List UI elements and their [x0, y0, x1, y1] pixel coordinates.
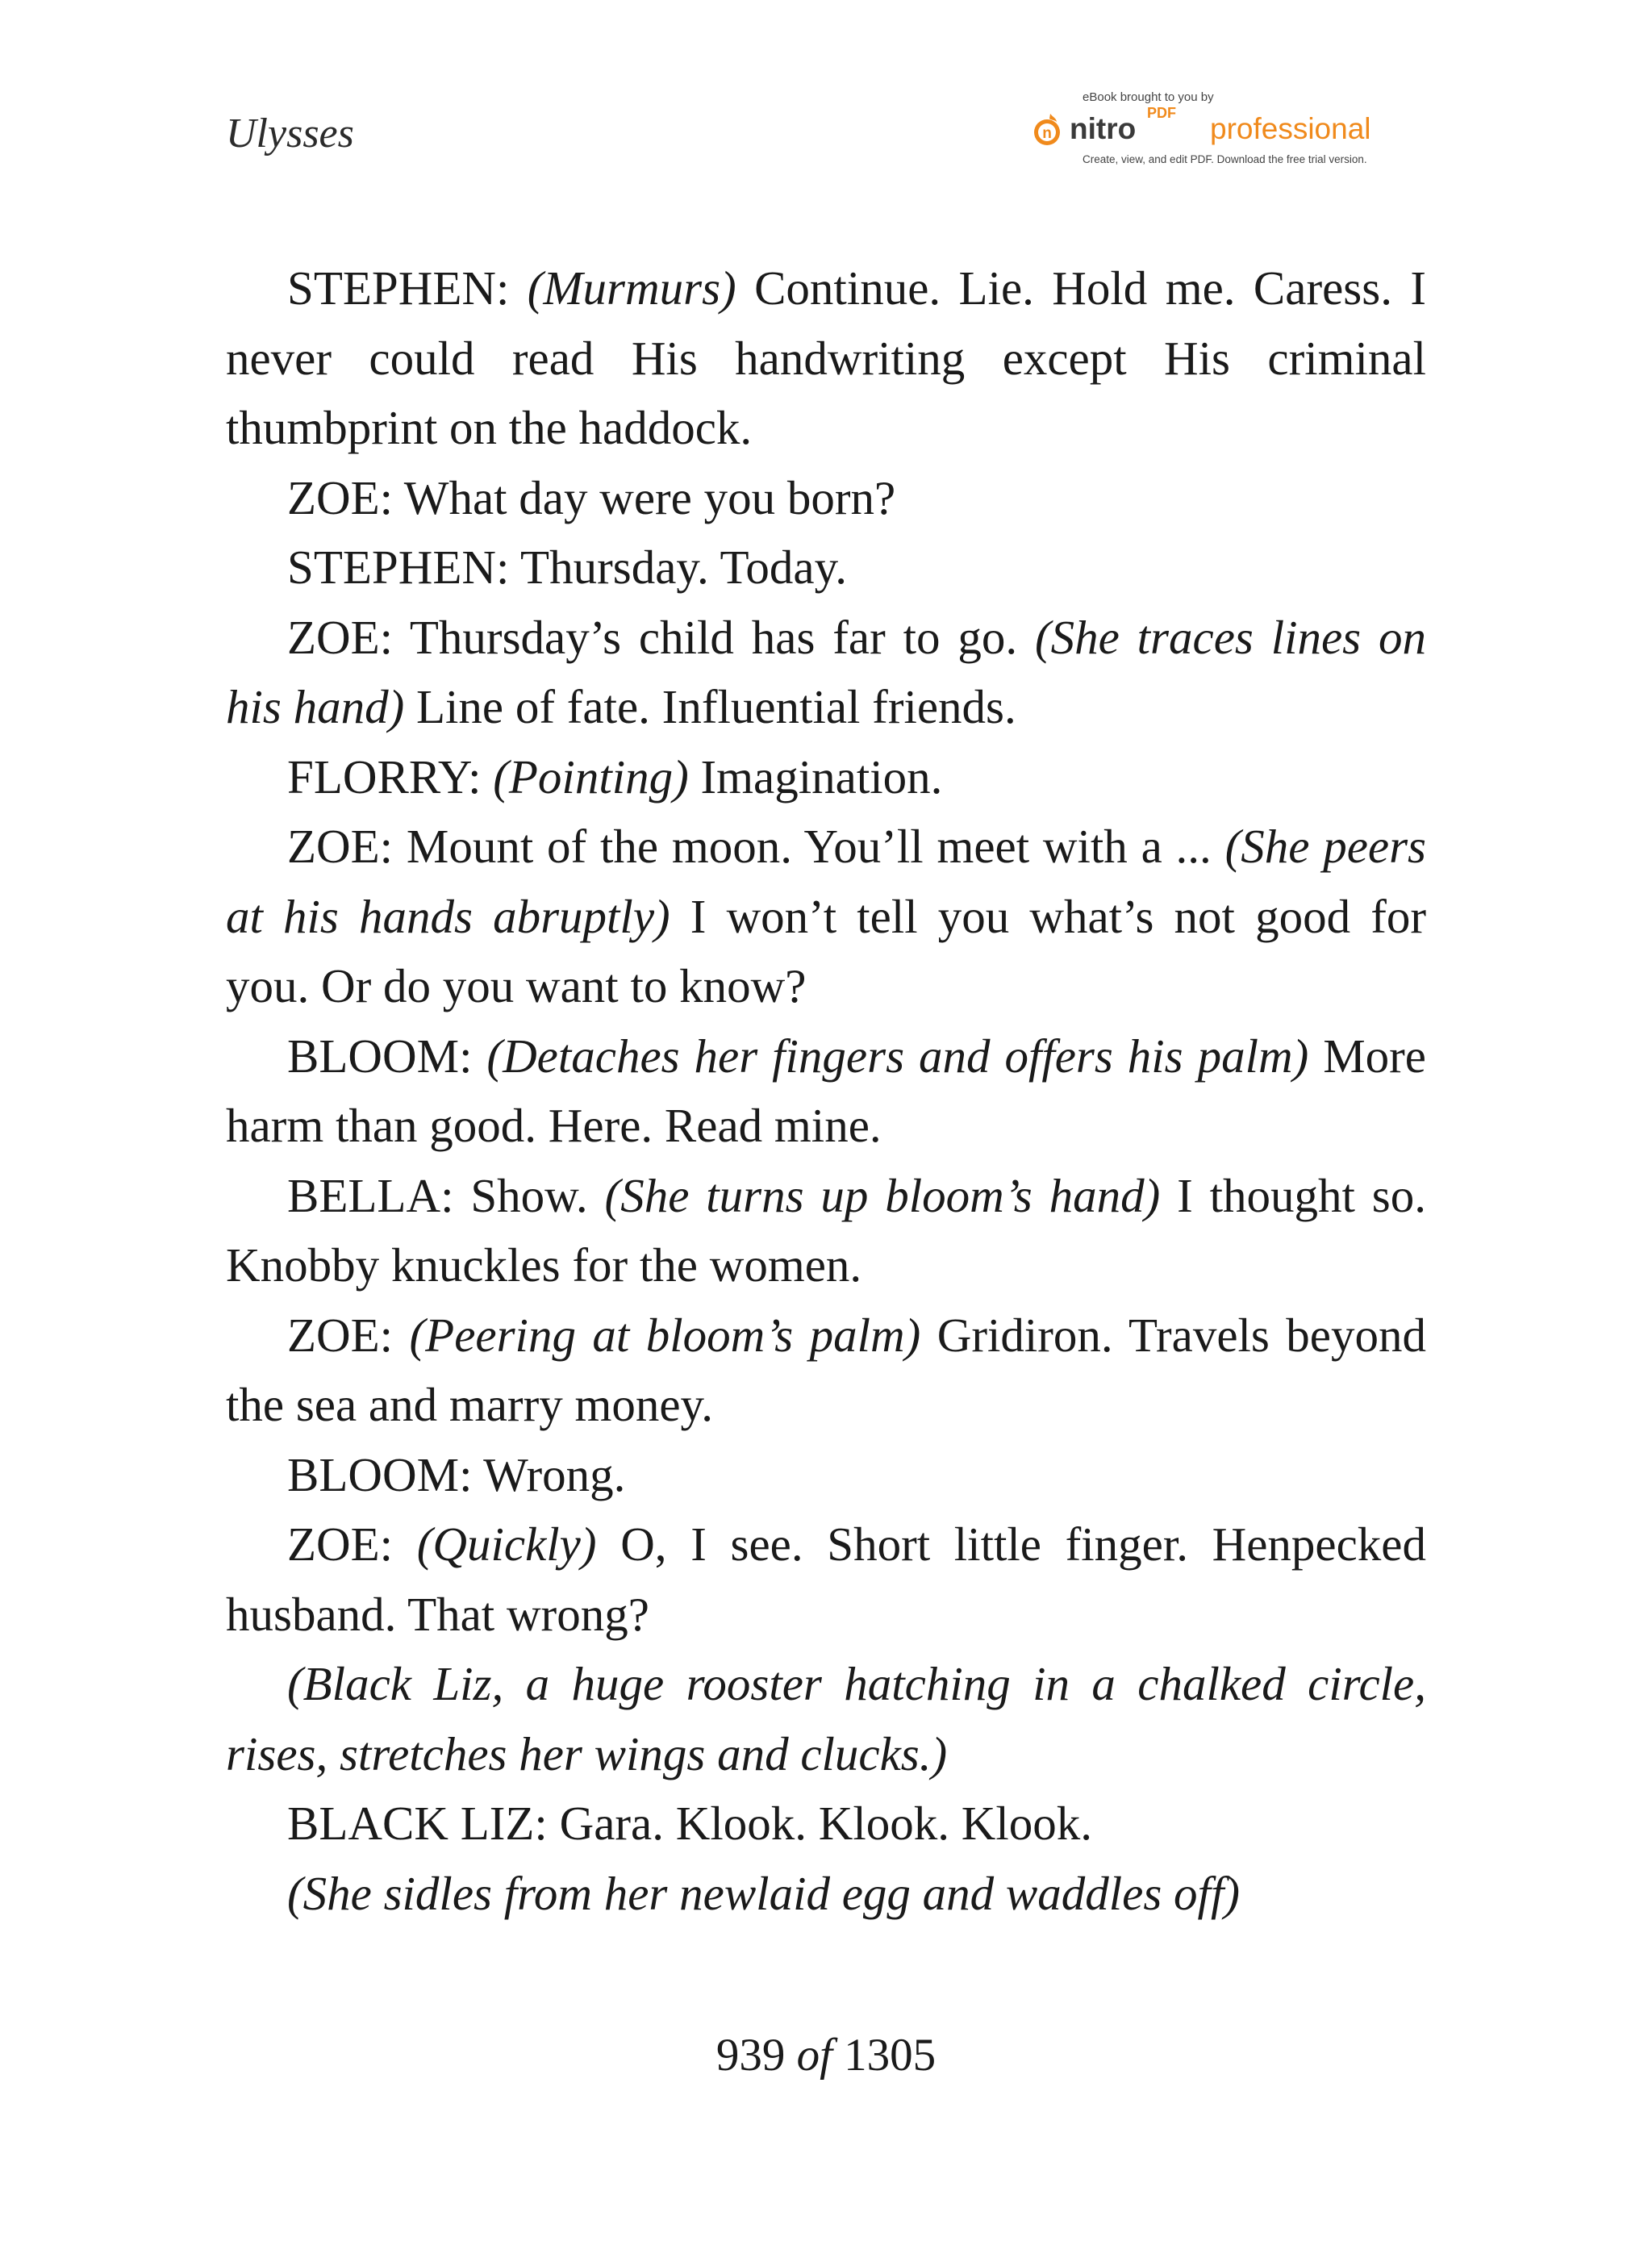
speaker-name: ZOE: — [287, 820, 394, 873]
paragraph — [226, 603, 1426, 742]
paragraph — [226, 1509, 1426, 1649]
dialogue-text: O, I see. Short little finger. Henpecked husband. That wrong? — [226, 1517, 1426, 1641]
paragraph — [226, 463, 1426, 533]
paragraph — [226, 1440, 1426, 1510]
stage-direction: (Pointing) — [493, 749, 689, 804]
speaker-name: FLORRY: — [287, 749, 482, 804]
speaker-name: BLOOM: — [287, 1447, 473, 1501]
nitro-pdf-ad-banner[interactable] — [1029, 90, 1408, 171]
dialogue-text: More harm than good. Here. Read mine. — [226, 1029, 1426, 1152]
dialogue-text: Show. — [470, 1168, 588, 1222]
dialogue-text: Mount of the moon. You’ll meet with a ... — [406, 820, 1212, 873]
dialogue-text: I thought so. Knobby knuckles for the women. — [226, 1168, 1426, 1292]
dialogue-text: Thursday’s child has far to go. — [409, 610, 1018, 664]
paragraph — [226, 1021, 1426, 1161]
ad-tagline: Create, view, and edit PDF. Download the free trial version. — [1083, 153, 1367, 165]
paragraph — [226, 1859, 1426, 1929]
total-pages: 1305 — [844, 2030, 937, 2081]
stage-direction: (Detaches her fingers and offers his palm) — [486, 1029, 1309, 1083]
ad-superscript: PDF — [1147, 105, 1176, 121]
current-page: 939 — [715, 2030, 786, 2081]
page-number — [0, 2029, 1652, 2081]
stage-direction: (Murmurs) — [527, 261, 736, 315]
stage-direction: (Quickly) — [416, 1517, 597, 1571]
dialogue-text: Gara. Klook. Klook. Klook. — [559, 1797, 1092, 1850]
dialogue-text: Gridiron. Travels beyond the sea and marry money. — [226, 1308, 1426, 1431]
stage-direction: (She turns up bloom’s hand) — [604, 1168, 1161, 1222]
paragraph — [226, 253, 1426, 463]
dialogue-text: Wrong. — [483, 1447, 626, 1501]
dialogue-text: Line of fate. Influential friends. — [416, 680, 1016, 733]
speaker-name: STEPHEN: — [287, 261, 510, 315]
speaker-name: ZOE: — [287, 470, 394, 524]
paragraph — [226, 812, 1426, 1021]
dialogue-text: Continue. Lie. Hold me. Caress. I never could read His handwriting except His criminal thumbprint on the haddock. — [226, 261, 1426, 454]
paragraph — [226, 532, 1426, 603]
page-of-label: of — [796, 2030, 832, 2081]
dialogue-text: I won’t tell you what’s not good for you. Or do you want to know? — [226, 889, 1426, 1012]
stage-direction: (Black Liz, a huge rooster hatching in a chalked circle, rises, stretches her wings and clucks.) — [226, 1657, 1426, 1780]
running-title: Ulysses — [226, 111, 354, 157]
speaker-name: BELLA: — [287, 1168, 454, 1222]
speaker-name: BLOOM: — [287, 1029, 473, 1083]
speaker-name: ZOE: — [287, 610, 394, 664]
nitro-flame-n-icon — [1029, 111, 1065, 147]
paragraph — [226, 1300, 1426, 1440]
dialogue-text: Imagination. — [700, 749, 943, 804]
stage-direction: (Peering at bloom’s palm) — [409, 1308, 921, 1362]
svg-text:n: n — [1042, 125, 1052, 142]
ad-product: professional — [1210, 112, 1371, 145]
stage-direction: (She traces lines on his hand) — [226, 610, 1426, 733]
dialogue-text: Thursday. Today. — [520, 541, 848, 594]
paragraph — [226, 1789, 1426, 1859]
speaker-name: STEPHEN: — [287, 541, 510, 594]
ad-top-line: eBook brought to you by — [1083, 90, 1214, 104]
play-text — [226, 253, 1426, 1928]
ad-brand: nitro — [1070, 112, 1137, 145]
speaker-name: BLACK LIZ: — [287, 1797, 548, 1850]
speaker-name: ZOE: — [287, 1517, 394, 1571]
speaker-name: ZOE: — [287, 1308, 394, 1362]
dialogue-text: What day were you born? — [403, 470, 896, 524]
paragraph — [226, 1161, 1426, 1300]
stage-direction: (She sidles from her newlaid egg and waddles off) — [287, 1866, 1240, 1920]
paragraph — [226, 1649, 1426, 1789]
paragraph — [226, 742, 1426, 812]
stage-direction: (She peers at his hands abruptly) — [226, 820, 1427, 943]
